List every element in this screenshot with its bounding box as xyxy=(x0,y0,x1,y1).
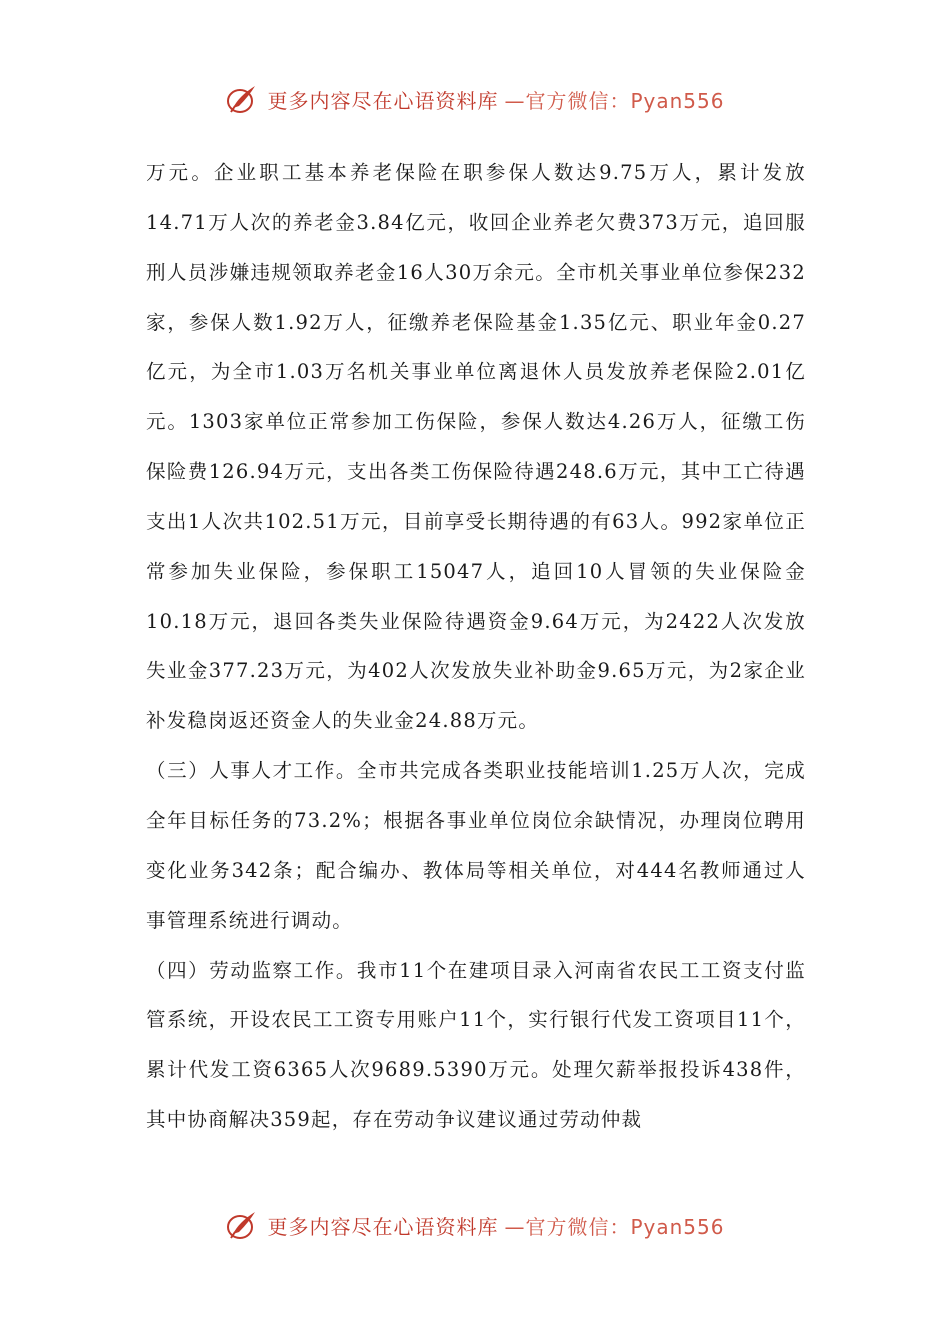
document-body xyxy=(146,148,806,1145)
footer-banner xyxy=(0,1208,950,1242)
banner-contact-text: —官方微信：Pyan556 xyxy=(504,1214,725,1239)
banner-brand-text: 更多内容尽在心语资料库 xyxy=(267,1214,499,1239)
banner-contact-text: —官方微信：Pyan556 xyxy=(504,88,725,113)
paragraph-labor-supervision: （四）劳动监察工作。我市11个在建项目录入河南省农民工工资支付监管系统，开设农民工工资专用账户11个，实行银行代发工资项目11个，累计代发工资6365人次9689.5390万元。处理欠薪举报投诉438件，其中协商解决359起，存在劳动争议建议通过劳动仲裁 xyxy=(146,958,806,1132)
feather-pen-logo-icon xyxy=(225,82,261,116)
paragraph-social-insurance: 万元。企业职工基本养老保险在职参保人数达9.75万人，累计发放14.71万人次的养老金3.84亿元，收回企业养老欠费373万元，追回服刑人员涉嫌违规领取养老金16人30万余元。全市机关事业单位参保232家，参保人数1.92万人，征缴养老保险基金1.35亿元、职业年金0.27亿元，为全市1.03万名机关事业单位离退休人员发放养老保险2.01亿元。1303家单位正常参加工伤保险，参保人数达4.26万人，征缴工伤保险费126.94万元，支出各类工伤保险待遇248.6万元，其中工亡待遇支出1人次共102.51万元，目前享受长期待遇的有63人。992家单位正常参加失业保险，参保职工15047人，追回10人冒领的失业保险金10.18万元，退回各类失业保险待遇资金9.64万元，为2422人次发放失业金377.23万元，为402人次发放失业补助金9.65万元，为2家企业补发稳岗返还资金人的失业金24.88万元。 xyxy=(146,161,806,733)
feather-pen-logo-icon xyxy=(225,1208,261,1242)
paragraph-personnel-work: （三）人事人才工作。全市共完成各类职业技能培训1.25万人次，完成全年目标任务的73.2%；根据各事业单位岗位余缺情况，办理岗位聘用变化业务342条；配合编办、教体局等相关单位，对444名教师通过人事管理系统进行调动。 xyxy=(146,759,806,932)
banner-brand-text: 更多内容尽在心语资料库 xyxy=(267,88,499,113)
header-banner xyxy=(0,82,950,116)
